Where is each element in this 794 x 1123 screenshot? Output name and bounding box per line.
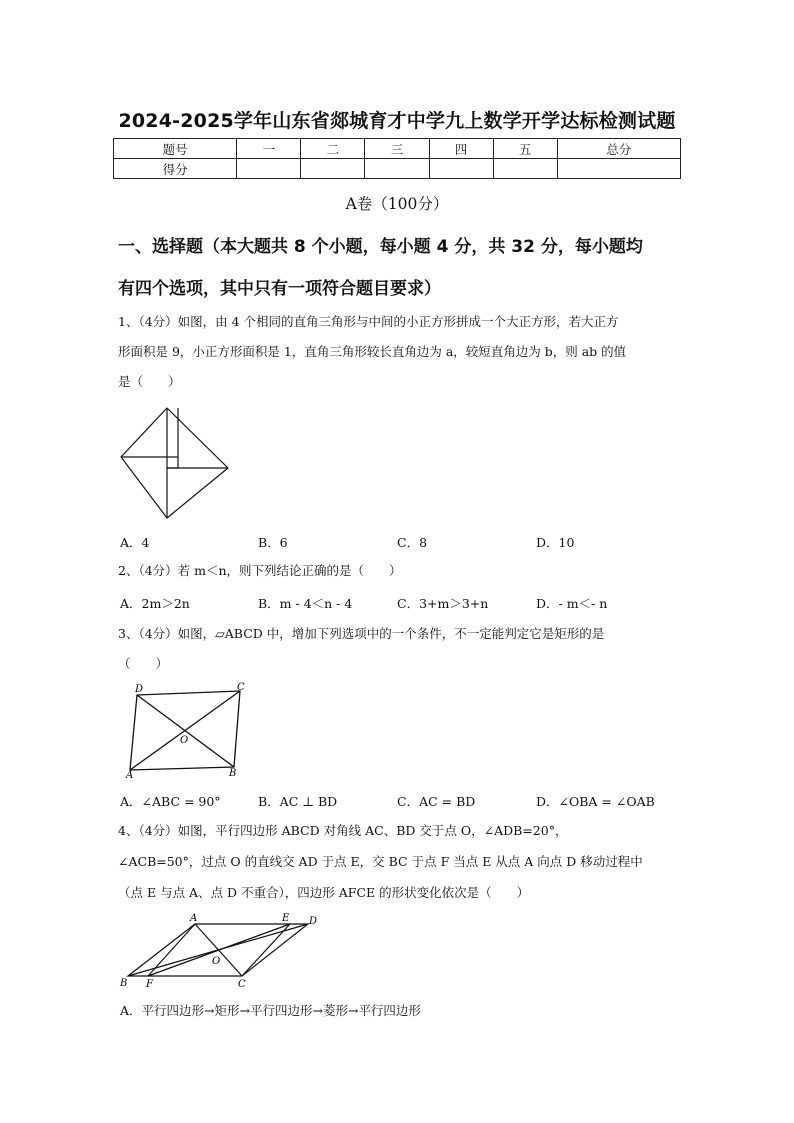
q3-option-a: A．∠ABC = 90° — [120, 794, 221, 809]
score-cell — [365, 159, 429, 179]
q4-label-a: A — [190, 913, 198, 924]
q4-stem-line-1: 4、（4分）如图，平行四边形 ABCD 对角线 AC、BD 交于点 O，∠ADB=20°， — [118, 823, 568, 838]
score-header-cell: 题号 — [114, 139, 237, 159]
q1-option-b: B．6 — [258, 535, 288, 550]
score-table-score-row — [114, 159, 681, 179]
q3-stem-line-1: 3、（4分）如图，▱ABCD 中，增加下列选项中的一个条件，不一定能判定它是矩形的是 — [118, 626, 605, 641]
q1-stem-line-2: 形面积是 9，小正方形面积是 1，直角三角形较长直角边为 a，较短直角边为 b，则 ab 的值 — [118, 344, 627, 359]
score-cell — [237, 159, 301, 179]
score-header-cell: 五 — [493, 139, 557, 159]
q4-segment-ce — [242, 924, 290, 976]
score-cell — [557, 159, 680, 179]
q4-stem-line-3: （点 E 与点 A、点 D 不重合），四边形 AFCE 的形状变化依次是（ ） — [118, 885, 530, 900]
q3-label-a: A — [126, 770, 134, 781]
volume-label: A卷（100分） — [345, 195, 449, 213]
q3-label-c: C — [237, 682, 245, 693]
score-cell — [301, 159, 365, 179]
q4-label-d: D — [309, 916, 318, 927]
q2-option-a: A．2m＞2n — [120, 596, 190, 611]
q4-option-a: A．平行四边形→矩形→平行四边形→菱形→平行四边形 — [120, 1003, 421, 1018]
q4-stem-line-2: ∠ACB=50°，过点 O 的直线交 AD 于点 E，交 BC 于点 F 当点 E 从点 A 向点 D 移动过程中 — [118, 854, 643, 869]
q4-line-ef — [148, 924, 290, 976]
q4-label-o: O — [212, 956, 221, 967]
score-table — [113, 138, 681, 179]
q2-stem: 2、（4分）若 m＜n，则下列结论正确的是（ ） — [118, 563, 402, 578]
page-title: 2024-2025学年山东省郯城育才中学九上数学开学达标检测试题 — [118, 110, 676, 132]
q3-parallelogram-figure — [122, 683, 252, 779]
q1-outer-square — [121, 408, 228, 518]
q4-label-b: B — [120, 978, 128, 989]
score-row-label: 得分 — [114, 159, 237, 179]
q3-option-d: D．∠OBA = ∠OAB — [536, 794, 655, 809]
q3-label-d: D — [135, 684, 144, 695]
section-heading-line-1: 一、选择题（本大题共 8 个小题，每小题 4 分，共 32 分，每小题均 — [118, 237, 643, 257]
q3-label-o: O — [180, 735, 189, 746]
q4-parallelogram-figure — [118, 912, 328, 990]
q4-segment-af — [148, 924, 195, 976]
q3-stem-line-2: （ ） — [118, 656, 169, 671]
q2-option-b: B．m - 4＜n - 4 — [258, 596, 353, 611]
q1-option-d: D．10 — [536, 535, 575, 550]
q1-stem-line-3: 是（ ） — [118, 374, 181, 389]
q4-label-c: C — [238, 979, 246, 990]
score-header-cell: 二 — [301, 139, 365, 159]
q3-option-b: B．AC ⊥ BD — [258, 794, 338, 809]
score-header-cell: 四 — [429, 139, 493, 159]
q2-option-d: D．- m＜- n — [536, 596, 608, 611]
q1-option-c: C．8 — [397, 535, 428, 550]
q3-label-b: B — [229, 768, 237, 779]
section-heading-line-2: 有四个选项，其中只有一项符合题目要求） — [118, 279, 441, 299]
score-header-cell: 一 — [237, 139, 301, 159]
score-header-cell: 三 — [365, 139, 429, 159]
q4-label-e: E — [282, 913, 290, 924]
q3-option-c: C．AC = BD — [397, 794, 476, 809]
q1-option-a: A．4 — [120, 535, 150, 550]
score-header-cell: 总分 — [557, 139, 680, 159]
score-table-header-row — [114, 139, 681, 159]
q4-label-f: F — [146, 979, 153, 990]
score-cell — [429, 159, 493, 179]
q1-stem-line-1: 1、（4分）如图，由 4 个相同的直角三角形与中间的小正方形拼成一个大正方形，若大正方 — [118, 314, 619, 329]
score-cell — [493, 159, 557, 179]
q2-option-c: C．3+m＞3+n — [397, 596, 489, 611]
q1-pinwheel-square-figure — [118, 405, 232, 523]
